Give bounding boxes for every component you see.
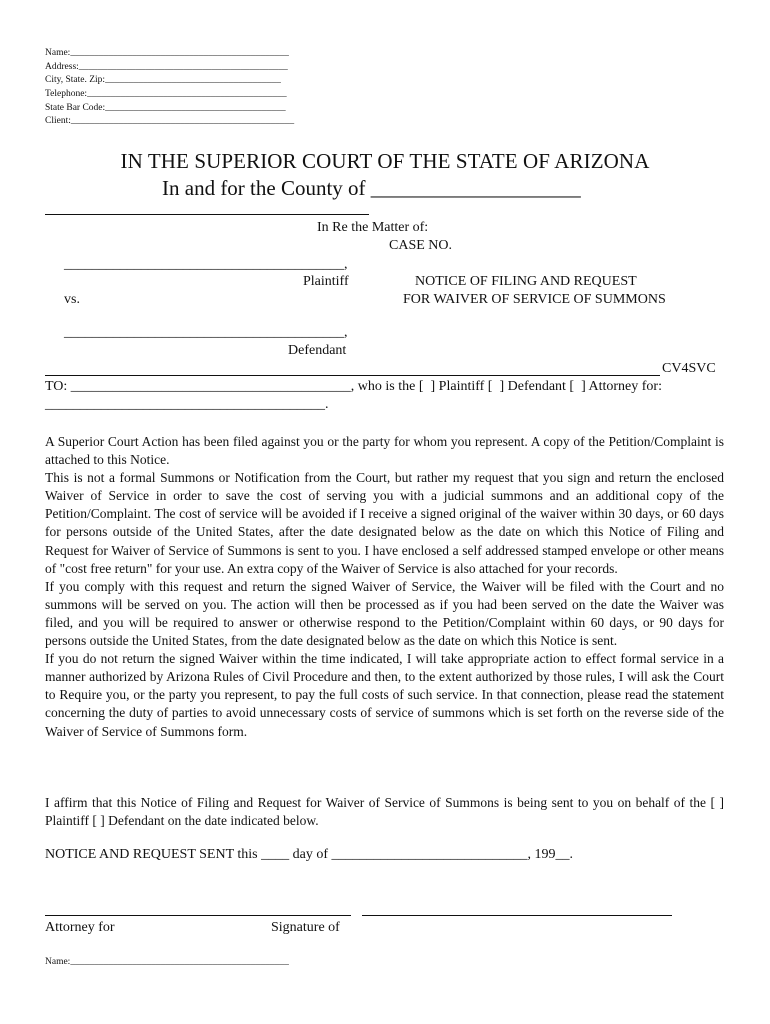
affirmation-block bbox=[45, 794, 724, 830]
header-telephone-field[interactable]: Telephone:__________________________________________ bbox=[45, 89, 287, 99]
case-number-label: CASE NO. bbox=[389, 238, 453, 253]
body-paragraph: If you do not return the signed Waiver within the time indicated, I will take appropriate action to effect formal service in a manner authorized by Arizona Rules of Civil Procedure and then, to the extent authorized by those rules, I will ask the Court to Require you, or the party you represent, to pay the full costs of such service. In that connection, please read the statement concerning the duty of parties to avoid unnecessary costs of service of summons which is set forth on the reverse side of the Waiver of Service of Summons form. bbox=[45, 651, 724, 739]
attorney-signature-rule[interactable] bbox=[45, 915, 351, 916]
versus-label: vs. bbox=[64, 292, 80, 307]
signature-rule[interactable] bbox=[362, 915, 672, 916]
county-line[interactable]: In and for the County of ____________________ bbox=[162, 176, 581, 200]
signature-of-label: Signature of bbox=[271, 920, 340, 935]
in-re-label: In Re the Matter of: bbox=[317, 220, 429, 235]
defendant-label: Defendant bbox=[288, 343, 347, 358]
to-line[interactable]: TO: ________________________________________, who is the [ ] Plaintiff [ ] Defendant [ ] Attorney for: bbox=[45, 379, 662, 394]
to-line-continuation[interactable]: ________________________________________. bbox=[45, 397, 329, 412]
notice-title-line2: FOR WAIVER OF SERVICE OF SUMMONS bbox=[403, 292, 666, 307]
body-paragraph: This is not a formal Summons or Notification from the Court, but rather my request that you sign and return the enclosed Waiver of Service in order to save the cost of serving you with a judicial summons and an additional copy of the Petition/Complaint. The cost of service will be avoided if I receive a signed original of the waiver within 30 days, or 60 days for persons outside of the United States, after the date designated below as the date on which this Notice of Filing and Request for Waiver of Service of Summons is sent to you. I have enclosed a self addressed stamped envelope or other means of "cost free return" for your use. An extra copy of the Waiver of Service is also attached for your records. bbox=[45, 470, 724, 576]
body-paragraph: A Superior Court Action has been filed against you or the party for whom you represent. A copy of the Petition/Complaint is attached to this Notice. bbox=[45, 434, 724, 468]
header-address-field[interactable]: Address:____________________________________________ bbox=[45, 62, 288, 72]
body-paragraph: If you comply with this request and return the signed Waiver of Service, the Waiver will be filed with the Court and no summons will be served on you. The action will then be processed as if you had been served on the date the Waiver was filed, and you will be required to answer or otherwise respond to the Petition/Complaint within 60 days, or 90 days for persons outside the United States, from the date designated below as the date on which this Notice is sent. bbox=[45, 578, 724, 649]
header-client-field[interactable]: Client:_______________________________________________ bbox=[45, 116, 295, 126]
notice-title-line1: NOTICE OF FILING AND REQUEST bbox=[415, 274, 637, 289]
header-city-field[interactable]: City, State. Zip:_____________________________________ bbox=[45, 75, 281, 85]
form-code: CV4SVC bbox=[662, 361, 716, 376]
caption-bottom-rule bbox=[45, 375, 660, 376]
notice-sent-line[interactable]: NOTICE AND REQUEST SENT this ____ day of ____________________________, 199__. bbox=[45, 847, 573, 862]
footer-name-field[interactable]: Name:______________________________________________ bbox=[45, 957, 289, 967]
attorney-for-label: Attorney for bbox=[45, 920, 115, 935]
notice-body bbox=[45, 433, 724, 741]
affirmation-text: I affirm that this Notice of Filing and Request for Waiver of Service of Summons is being sent to you on behalf of the [ ] Plaintiff [ ] Defendant on the date indicated below. bbox=[45, 795, 724, 829]
caption-top-rule bbox=[45, 214, 369, 215]
plaintiff-name-blank[interactable]: ________________________________________, bbox=[64, 257, 348, 272]
court-title: IN THE SUPERIOR COURT OF THE STATE OF ARIZONA bbox=[120, 149, 650, 173]
header-name-field[interactable]: Name:______________________________________________ bbox=[45, 48, 289, 58]
plaintiff-label: Plaintiff bbox=[303, 274, 349, 289]
defendant-name-blank[interactable]: ________________________________________, bbox=[64, 325, 348, 340]
header-bar-code-field[interactable]: State Bar Code:______________________________________ bbox=[45, 103, 286, 113]
